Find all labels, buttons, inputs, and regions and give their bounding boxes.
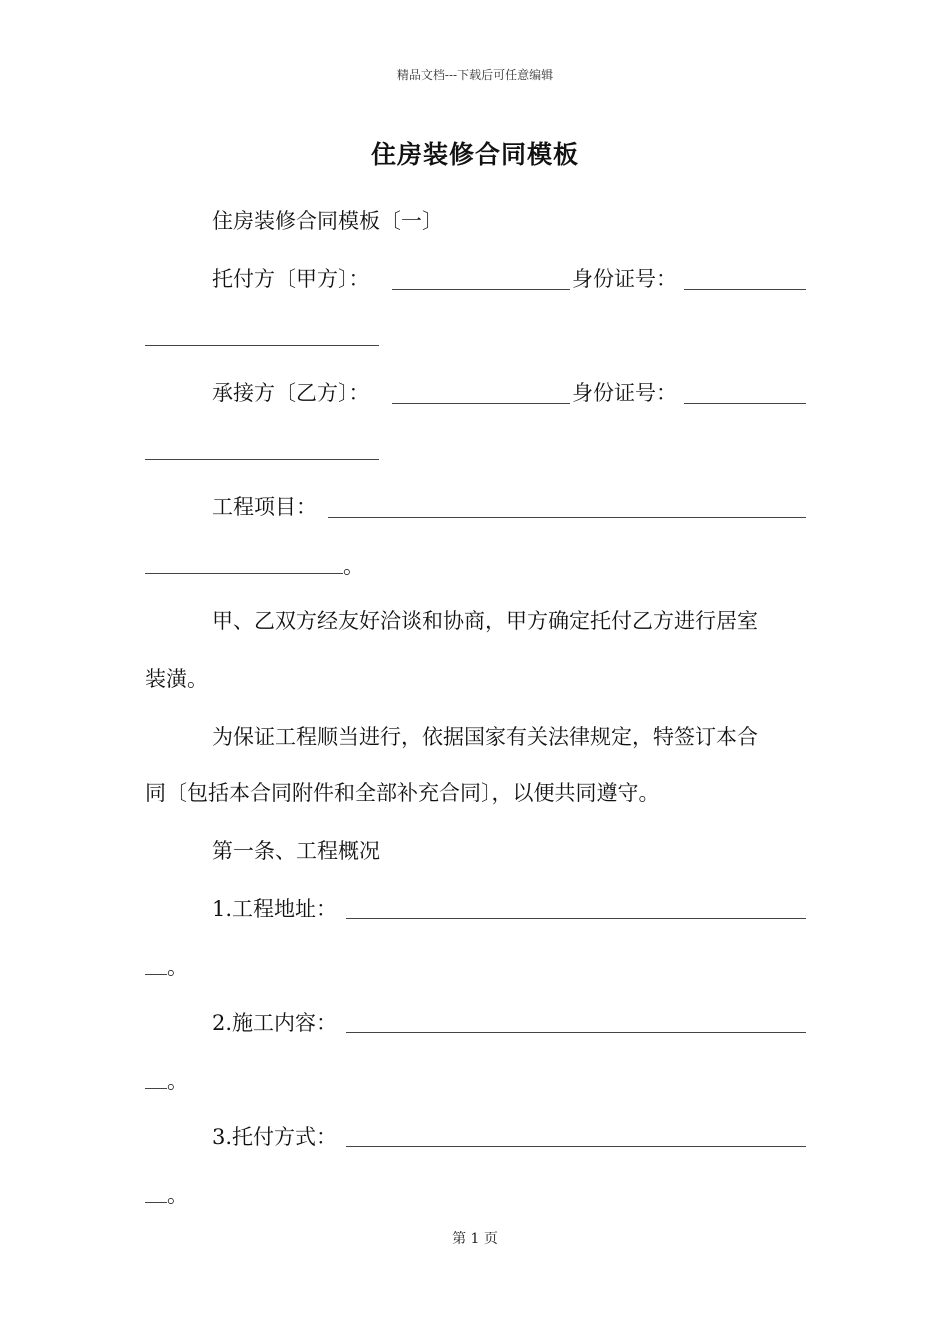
para2-line2: 同〔包括本合同附件和全部补充合同〕，以便共同遵守。 [145, 781, 660, 805]
para1-line1: 甲、乙双方经友好洽谈和协商，甲方确定托付乙方进行居室 [212, 609, 758, 633]
item3-blank [346, 1146, 806, 1147]
item2-end: 。 [167, 1069, 188, 1093]
item2-label: 2.施工内容： [212, 1011, 338, 1035]
para2-line1: 为保证工程顺当进行，依据国家有关法律规定，特签订本合 [212, 725, 758, 749]
item1-label: 1.工程地址： [212, 897, 338, 921]
item2-blank [346, 1032, 806, 1033]
party-b-label: 承接方〔乙方〕： [212, 381, 370, 405]
page-header: 精品文档---下载后可任意编辑 [396, 68, 554, 82]
item1-end: 。 [167, 955, 188, 979]
item2-blank-cont [145, 1088, 167, 1089]
para1-line2: 装潢。 [145, 667, 208, 691]
item3-end: 。 [167, 1183, 188, 1207]
project-blank-cont [145, 573, 343, 574]
party-b-id-label: 身份证号： [572, 381, 677, 405]
party-a-id-label: 身份证号： [572, 267, 677, 291]
party-b-name-blank [392, 403, 570, 404]
party-b-id-blank [684, 403, 806, 404]
party-a-id-blank-cont [145, 345, 379, 346]
document-title: 住房装修合同模板 [370, 140, 579, 169]
party-a-id-blank [684, 289, 806, 290]
item3-blank-cont [145, 1202, 167, 1203]
subtitle: 住房装修合同模板〔一〕 [212, 209, 443, 233]
project-end: 。 [343, 554, 364, 578]
item1-blank [346, 918, 806, 919]
project-blank [328, 517, 806, 518]
party-a-label: 托付方〔甲方〕： [212, 267, 370, 291]
party-a-name-blank [392, 289, 570, 290]
article-1-heading: 第一条、工程概况 [212, 839, 380, 863]
item1-blank-cont [145, 974, 167, 975]
item3-label: 3.托付方式： [212, 1125, 338, 1149]
party-b-id-blank-cont [145, 459, 379, 460]
project-label: 工程项目： [212, 495, 317, 519]
page-number: 第 1 页 [452, 1231, 498, 1247]
